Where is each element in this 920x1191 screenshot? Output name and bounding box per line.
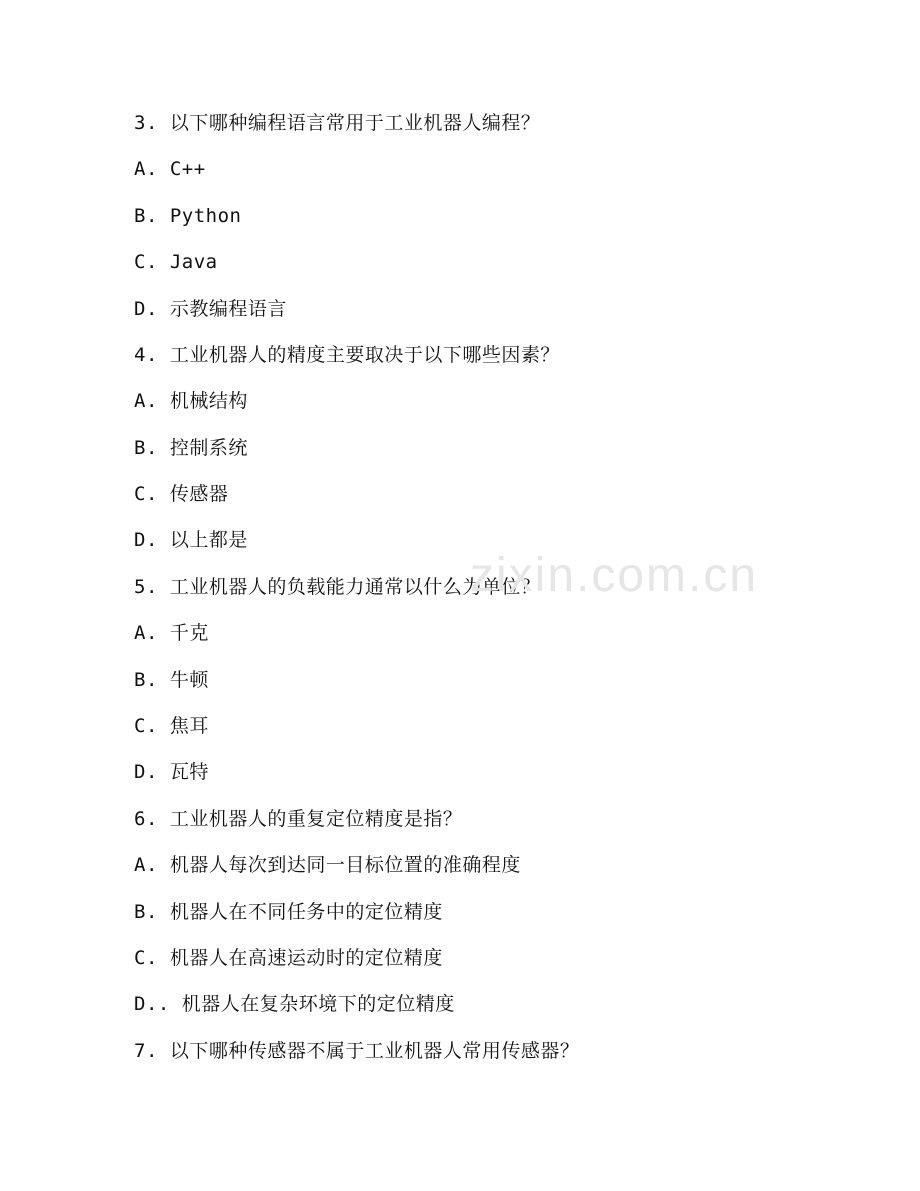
- question-5-option-a: A. 千克: [134, 622, 209, 644]
- question-6-option-d: D.. 机器人在复杂环境下的定位精度: [134, 993, 455, 1015]
- question-6-option-c: C. 机器人在高速运动时的定位精度: [134, 947, 443, 969]
- question-5: 5. 工业机器人的负载能力通常以什么为单位？: [134, 576, 541, 598]
- question-4-option-c: C. 传感器: [134, 483, 229, 505]
- question-4-option-a: A. 机械结构: [134, 390, 248, 412]
- question-3-option-a: A. C++: [134, 158, 206, 180]
- question-6-option-a: A. 机器人每次到达同一目标位置的准确程度: [134, 854, 521, 876]
- question-3-option-b: B. Python: [134, 205, 242, 227]
- question-5-option-c: C. 焦耳: [134, 715, 209, 737]
- question-4-option-b: B. 控制系统: [134, 437, 248, 459]
- question-7: 7. 以下哪种传感器不属于工业机器人常用传感器？: [134, 1040, 580, 1062]
- question-3-option-c: C. Java: [134, 251, 218, 273]
- question-4-option-d: D. 以上都是: [134, 529, 248, 551]
- question-3: 3. 以下哪种编程语言常用于工业机器人编程？: [134, 112, 541, 134]
- question-5-option-b: B. 牛顿: [134, 669, 209, 691]
- watermark: zixin.com.cn: [470, 549, 759, 602]
- question-5-option-d: D. 瓦特: [134, 761, 209, 783]
- question-6-option-b: B. 机器人在不同任务中的定位精度: [134, 901, 443, 923]
- question-3-option-d: D. 示教编程语言: [134, 298, 287, 320]
- question-6: 6. 工业机器人的重复定位精度是指？: [134, 808, 463, 830]
- question-4: 4. 工业机器人的精度主要取决于以下哪些因素？: [134, 344, 560, 366]
